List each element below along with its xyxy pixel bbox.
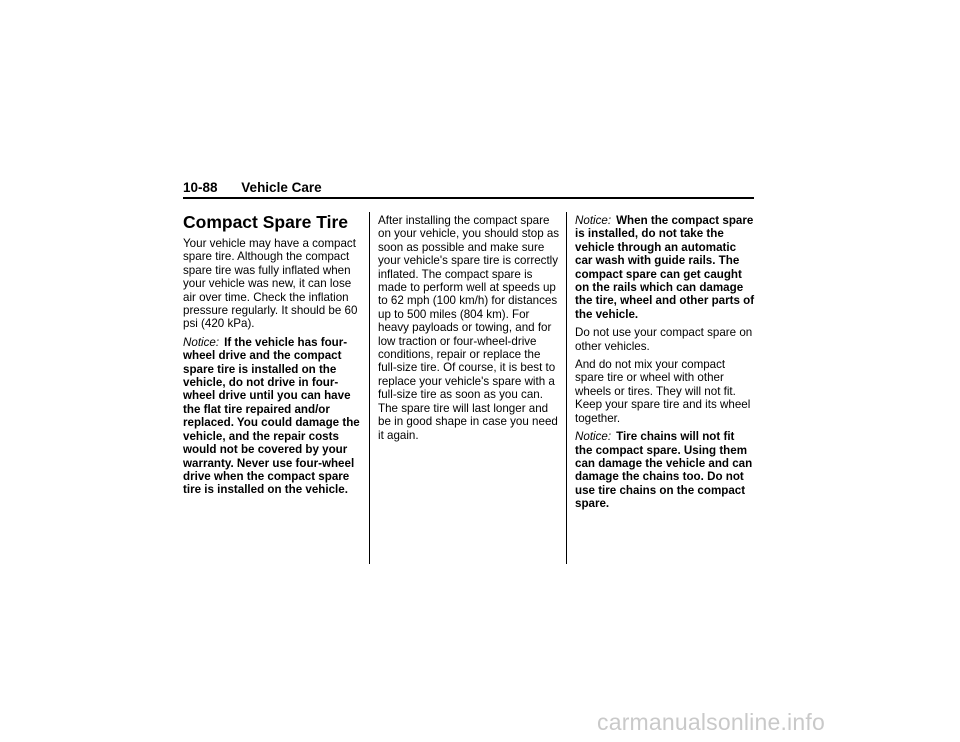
notice-label: Notice:	[183, 335, 220, 349]
column-2	[378, 214, 560, 447]
column-1	[183, 212, 363, 502]
notice-paragraph	[575, 214, 755, 321]
paragraph: After installing the compact spare on your vehicle, you should stop as soon as possible and make sure your vehicle's spare tire is correctly inflated. The compact spare is made to perform well at speeds up to 62 mph (100 km/h) for distances up to 500 miles (804 km). For heavy payloads or towing, and for low traction or four-wheel-drive conditions, repair or replace the full-size tire. Of course, it is best to replace your vehicle's spare with a full-size tire as soon as you can. The spare tire will last longer and be in good shape in case you need it again.	[378, 214, 560, 442]
column-3	[575, 214, 755, 516]
page-header	[183, 180, 754, 199]
notice-paragraph	[183, 336, 363, 497]
section-title: Vehicle Care	[241, 180, 322, 195]
paragraph: And do not mix your compact spare tire or wheel with other wheels or tires. They will not fit. Keep your spare tire and its wheel together.	[575, 358, 751, 425]
notice-text: When the compact spare is installed, do not take the vehicle through an automatic car wash with guide rails. The compact spare can get caught on the rails which can damage the tire, wheel and other parts of the vehicle.	[575, 214, 755, 321]
page-title: Compact Spare Tire	[183, 212, 349, 232]
watermark: carmanualsonline.info	[597, 709, 825, 735]
notice-label: Notice:	[575, 214, 612, 227]
paragraph: Do not use your compact spare on other vehicles.	[575, 326, 753, 353]
column-divider-1	[369, 212, 370, 564]
column-divider-2	[566, 212, 567, 564]
notice-text: Tire chains will not fit the compact spare. Using them can damage the vehicle and can damage the chains too. Do not use tire chains on the compact spare.	[575, 430, 753, 511]
page-number: 10-88	[183, 180, 218, 195]
notice-paragraph	[575, 430, 755, 510]
notice-text: If the vehicle has four-wheel drive and the compact spare tire is installed on the vehicle, do not drive in four-wheel drive until you can have the flat tire repaired and/or replaced. You could damage the vehicle, and the repair costs would not be covered by your warranty. Never use four-wheel drive when the compact spare tire is installed on the vehicle.	[183, 335, 360, 497]
paragraph: Your vehicle may have a compact spare tire. Although the compact spare tire was fully inflated when your vehicle was new, it can lose air over time. Check the inflation pressure regularly. It should be 60 psi (420 kPa).	[183, 237, 358, 331]
notice-label: Notice:	[575, 430, 612, 444]
